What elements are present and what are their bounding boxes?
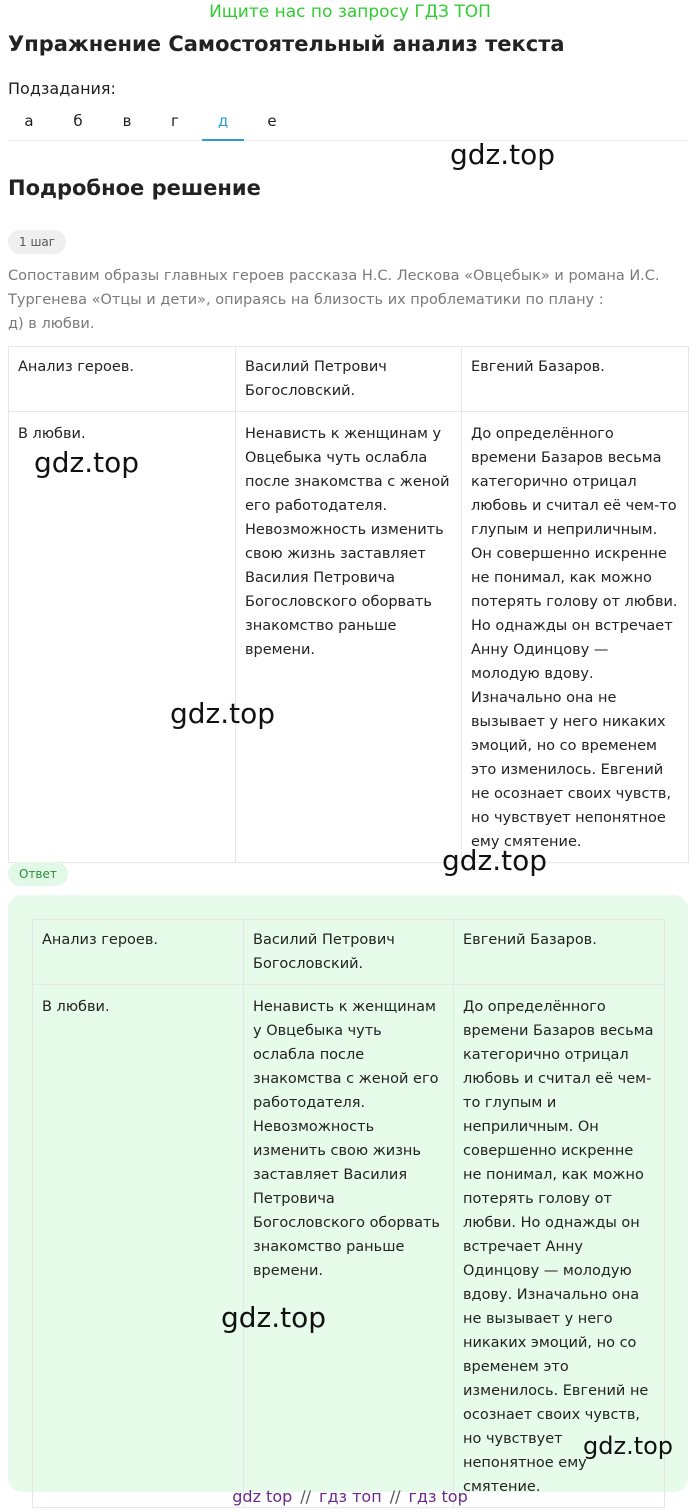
tab-g[interactable]: г bbox=[171, 112, 179, 130]
table-cell: Анализ героев. bbox=[33, 920, 244, 985]
footer-link[interactable]: gdz top bbox=[232, 1487, 293, 1506]
watermark: gdz.top bbox=[170, 697, 276, 730]
footer-link[interactable]: гдз топ bbox=[319, 1487, 382, 1506]
table-cell: Евгений Базаров. bbox=[454, 920, 665, 985]
table-header-row bbox=[33, 920, 665, 985]
table-cell: Ненависть к женщинам у Овцебыка чуть ослабла после знакомства с женой его работодателя. Невозможность изменить свою жизнь заставляет Василия Петровича Богословского оборвать знакомство раньше времени. bbox=[244, 985, 454, 1508]
watermark: gdz.top bbox=[442, 844, 548, 877]
search-banner[interactable]: Ищите нас по запросу ГДЗ ТОП bbox=[209, 2, 491, 22]
exercise-title: Упражнение Самостоятельный анализ текста bbox=[8, 32, 565, 56]
tab-e[interactable]: е bbox=[267, 112, 277, 130]
footer-separator: // bbox=[389, 1487, 401, 1506]
solution-subpoint: д) в любви. bbox=[8, 316, 95, 332]
table-cell: В любви. bbox=[9, 412, 236, 863]
watermark: gdz.top bbox=[221, 1301, 327, 1334]
solution-table bbox=[8, 346, 689, 863]
subtask-tabs bbox=[8, 104, 688, 141]
table-cell: Анализ героев. bbox=[9, 347, 236, 412]
tab-a[interactable]: а bbox=[24, 112, 34, 130]
footer-separator: // bbox=[300, 1487, 312, 1506]
table-row bbox=[33, 985, 665, 1508]
subtasks-label: Подзадания: bbox=[8, 79, 116, 98]
answer-table bbox=[32, 919, 665, 1508]
step-badge: 1 шаг bbox=[8, 230, 66, 254]
solution-title: Подробное решение bbox=[8, 176, 261, 200]
solution-intro: Сопоставим образы главных героев рассказа Н.С. Лескова «Овцебык» и романа И.С. Тургенева «Отцы и дети», опираясь на близость их проблематики по плану : bbox=[8, 268, 660, 308]
watermark: gdz.top bbox=[583, 1432, 674, 1460]
tab-d-active[interactable]: д bbox=[202, 110, 244, 141]
table-cell: До определённого времени Базаров весьма категорично отрицал любовь и считал её чем-то глупым и неприличным. Он совершенно искренне не понимал, как можно потерять голову от любви. Но однажды он встречает Анну Одинцову — молодую вдову. Изначально она не вызывает у него никаких эмоций, но со временем это изменилось. Евгений не осознает своих чувств, но чувствует непонятное ему смятение. bbox=[454, 985, 665, 1508]
table-row bbox=[9, 412, 689, 863]
table-cell: До определённого времени Базаров весьма категорично отрицал любовь и считал её чем-то глупым и неприличным. Он совершенно искренне не понимал, как можно потерять голову от любви. Но однажды он встречает Анну Одинцову — молодую вдову. Изначально она не вызывает у него никаких эмоций, но со временем это изменилось. Евгений не осознает своих чувств, но чувствует непонятное ему смятение. bbox=[462, 412, 689, 863]
table-header-row bbox=[9, 347, 689, 412]
footer-links bbox=[0, 1485, 700, 1509]
watermark: gdz.top bbox=[450, 138, 556, 171]
table-cell: Василий Петрович Богословский. bbox=[244, 920, 454, 985]
answer-badge: Ответ bbox=[8, 862, 68, 886]
tab-b[interactable]: б bbox=[73, 112, 83, 130]
watermark: gdz.top bbox=[34, 446, 140, 479]
table-cell: Евгений Базаров. bbox=[462, 347, 689, 412]
tab-v[interactable]: в bbox=[122, 112, 132, 130]
footer-link[interactable]: гдз top bbox=[408, 1487, 468, 1506]
table-cell: Василий Петрович Богословский. bbox=[236, 347, 462, 412]
table-cell: Ненависть к женщинам у Овцебыка чуть ослабла после знакомства с женой его работодателя. Невозможность изменить свою жизнь заставляет Василия Петровича Богословского оборвать знакомство раньше времени. bbox=[236, 412, 462, 863]
table-cell: В любви. bbox=[33, 985, 244, 1508]
